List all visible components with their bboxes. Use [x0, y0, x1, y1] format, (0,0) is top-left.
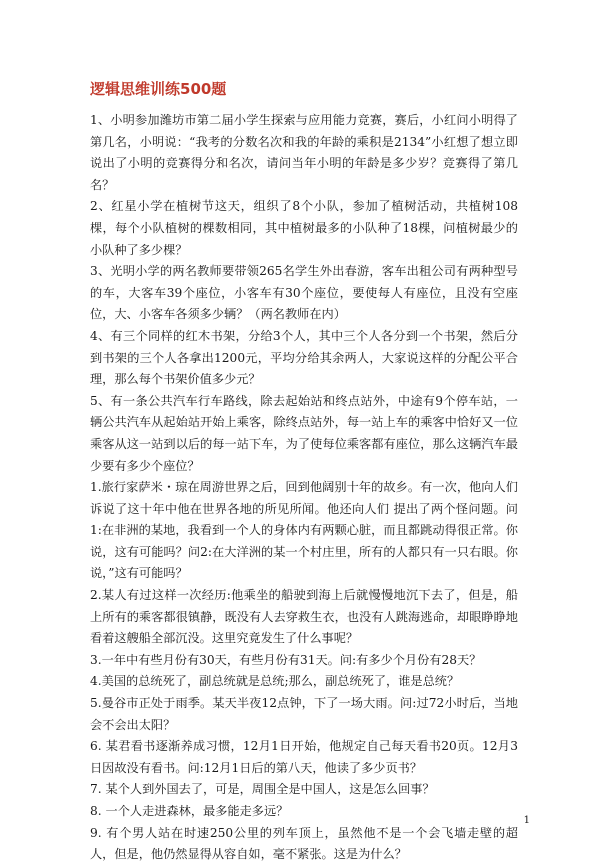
- question-paragraph: 7. 某个人到外国去了，可是，周围全是中国人，这是怎么回事？: [90, 782, 435, 797]
- document-body: [90, 110, 518, 866]
- question-paragraph: 4、有三个同样的红木书架，分给3个人，其中三个人各分到一个书架，然后分到书架的三个人各拿出1200元，平均分给其余两人，大家说这样的分配公平合理，那么每个书架价值多少元？: [90, 328, 518, 387]
- question-paragraph: 8. 一个人走进森林，最多能走多远？: [90, 804, 289, 818]
- question-paragraph: 5、有一条公共汽车行车路线，除去起始站和终点站外，中途有9个停车站，一辆公共汽车从起始站开始上乘客，除终点站外，每一站上车的乘客中恰好又一位乘客从这一站到以后的每一站下车，为了使每位乘客都有座位，那么这辆汽车最少要有多少个座位？: [90, 393, 518, 473]
- question-paragraph: 4.美国的总统死了，副总统就是总统;那么，副总统死了，谁是总统？: [90, 674, 460, 689]
- question-paragraph: 3.一年中有些月份有30天，有些月份有31天。问:有多少个月份有28天？: [90, 652, 482, 667]
- question-paragraph: 3、光明小学的两名教师要带领265名学生外出春游，客车出租公司有两种型号的车，大客车39个座位，小客车有30个座位，要使每人有座位，且没有空座位，大、小客车各须多少辆？（两名教师在内）: [90, 264, 518, 322]
- question-paragraph: 2、红星小学在植树节这天，组织了8个小队，参加了植树活动，共植树108棵，每个小队植树的棵数相同，其中植树最多的小队种了18棵，问植树最少的小队种了多少棵？: [90, 199, 518, 257]
- page-number: 1: [523, 815, 530, 826]
- question-paragraph: 2.某人有过这样一次经历:他乘坐的船驶到海上后就慢慢地沉下去了，但是，船上所有的乘客都很镇静，既没有人去穿救生衣，也没有人跳海逃命，却眼睁睁地看着这艘船全部沉没。这里究竟发生了什么事呢？: [90, 588, 518, 646]
- question-paragraph: 1、小明参加潍坊市第二届小学生探索与应用能力竞赛，赛后，小红问小明得了第几名，小明说：“我考的分数名次和我的年龄的乘积是2134”小红想了想立即说出了小明的竞赛得分和名次，请问当年小明的年龄是多少岁？竞赛得了第几名？: [90, 113, 518, 192]
- question-paragraph: 6. 某君看书逐渐养成习惯，12月1日开始，他规定自己每天看书20页。12月3日因故没有看书。问:12月1日后的第八天，他读了多少页书？: [90, 739, 518, 775]
- question-paragraph: 5.曼谷市正处于雨季。某天半夜12点钟，下了一场大雨。问:过72小时后，当地会不会出太阳？: [90, 696, 518, 732]
- document-title: 逻辑思维训练500题: [90, 80, 227, 98]
- question-paragraph: 1.旅行家萨米・琼在周游世界之后，回到他阔别十年的故乡。有一次，他向人们诉说了这十年中他在世界各地的所见所闻。他还向人们 提出了两个怪问题。问1:在非洲的某地，我看到一个人的身体内有两颗心脏，而且都跳动得很正常。你说，这有可能吗？问2:在大洋洲的某一个村庄里，所有的人都只有一只右眼。你说，”这有可能吗？: [90, 480, 518, 581]
- question-paragraph: 9. 有个男人站在时速250公里的列车顶上，虽然他不是一个会飞墙走壁的超人，但是，他仍然显得从容自如，毫不紧张。这是为什么？: [90, 825, 518, 862]
